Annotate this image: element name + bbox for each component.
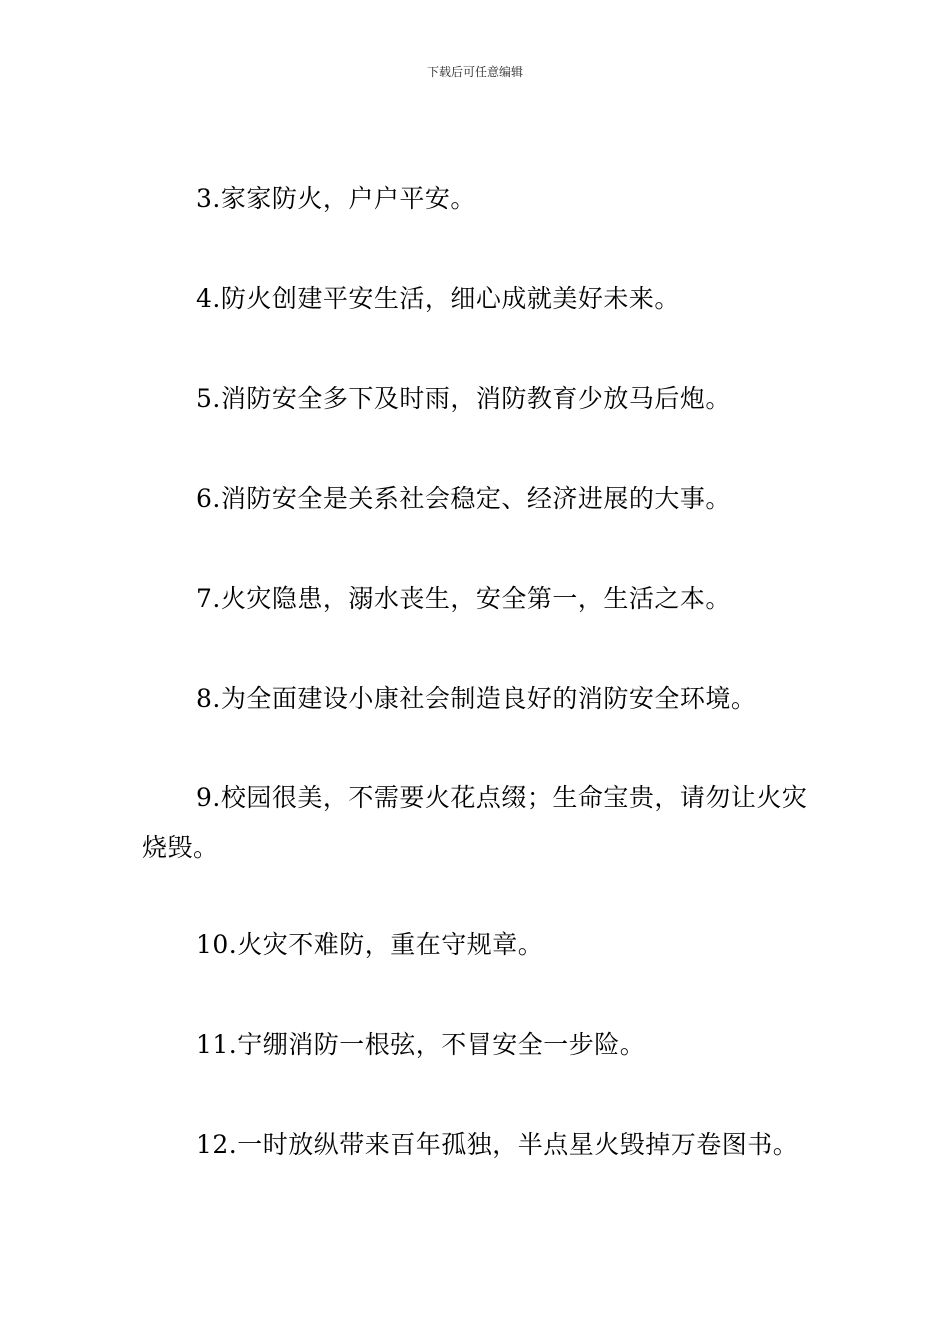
slogan-item-11: 11.宁绷消防一根弦，不冒安全一步险。 [196, 1030, 646, 1059]
slogan-item-5: 5.消防安全多下及时雨，消防教育少放马后炮。 [196, 384, 731, 413]
slogan-item-12: 12.一时放纵带来百年孤独，半点星火毁掉万卷图书。 [196, 1130, 799, 1159]
slogan-item-7: 7.火灾隐患，溺水丧生，安全第一，生活之本。 [196, 584, 731, 613]
slogan-item-3: 3.家家防火，户户平安。 [196, 184, 476, 213]
page-header: 下载后可任意编辑 [426, 65, 523, 79]
slogan-item-4: 4.防火创建平安生活，细心成就美好未来。 [196, 284, 680, 313]
slogan-item-9: 9.校园很美，不需要火花点缀；生命宝贵，请勿让火灾烧毁。 [142, 783, 808, 862]
slogan-item-8: 8.为全面建设小康社会制造良好的消防安全环境。 [196, 684, 757, 713]
slogan-item-10: 10.火灾不难防，重在守规章。 [196, 930, 544, 959]
slogan-item-6: 6.消防安全是关系社会稳定、经济进展的大事。 [196, 484, 731, 513]
